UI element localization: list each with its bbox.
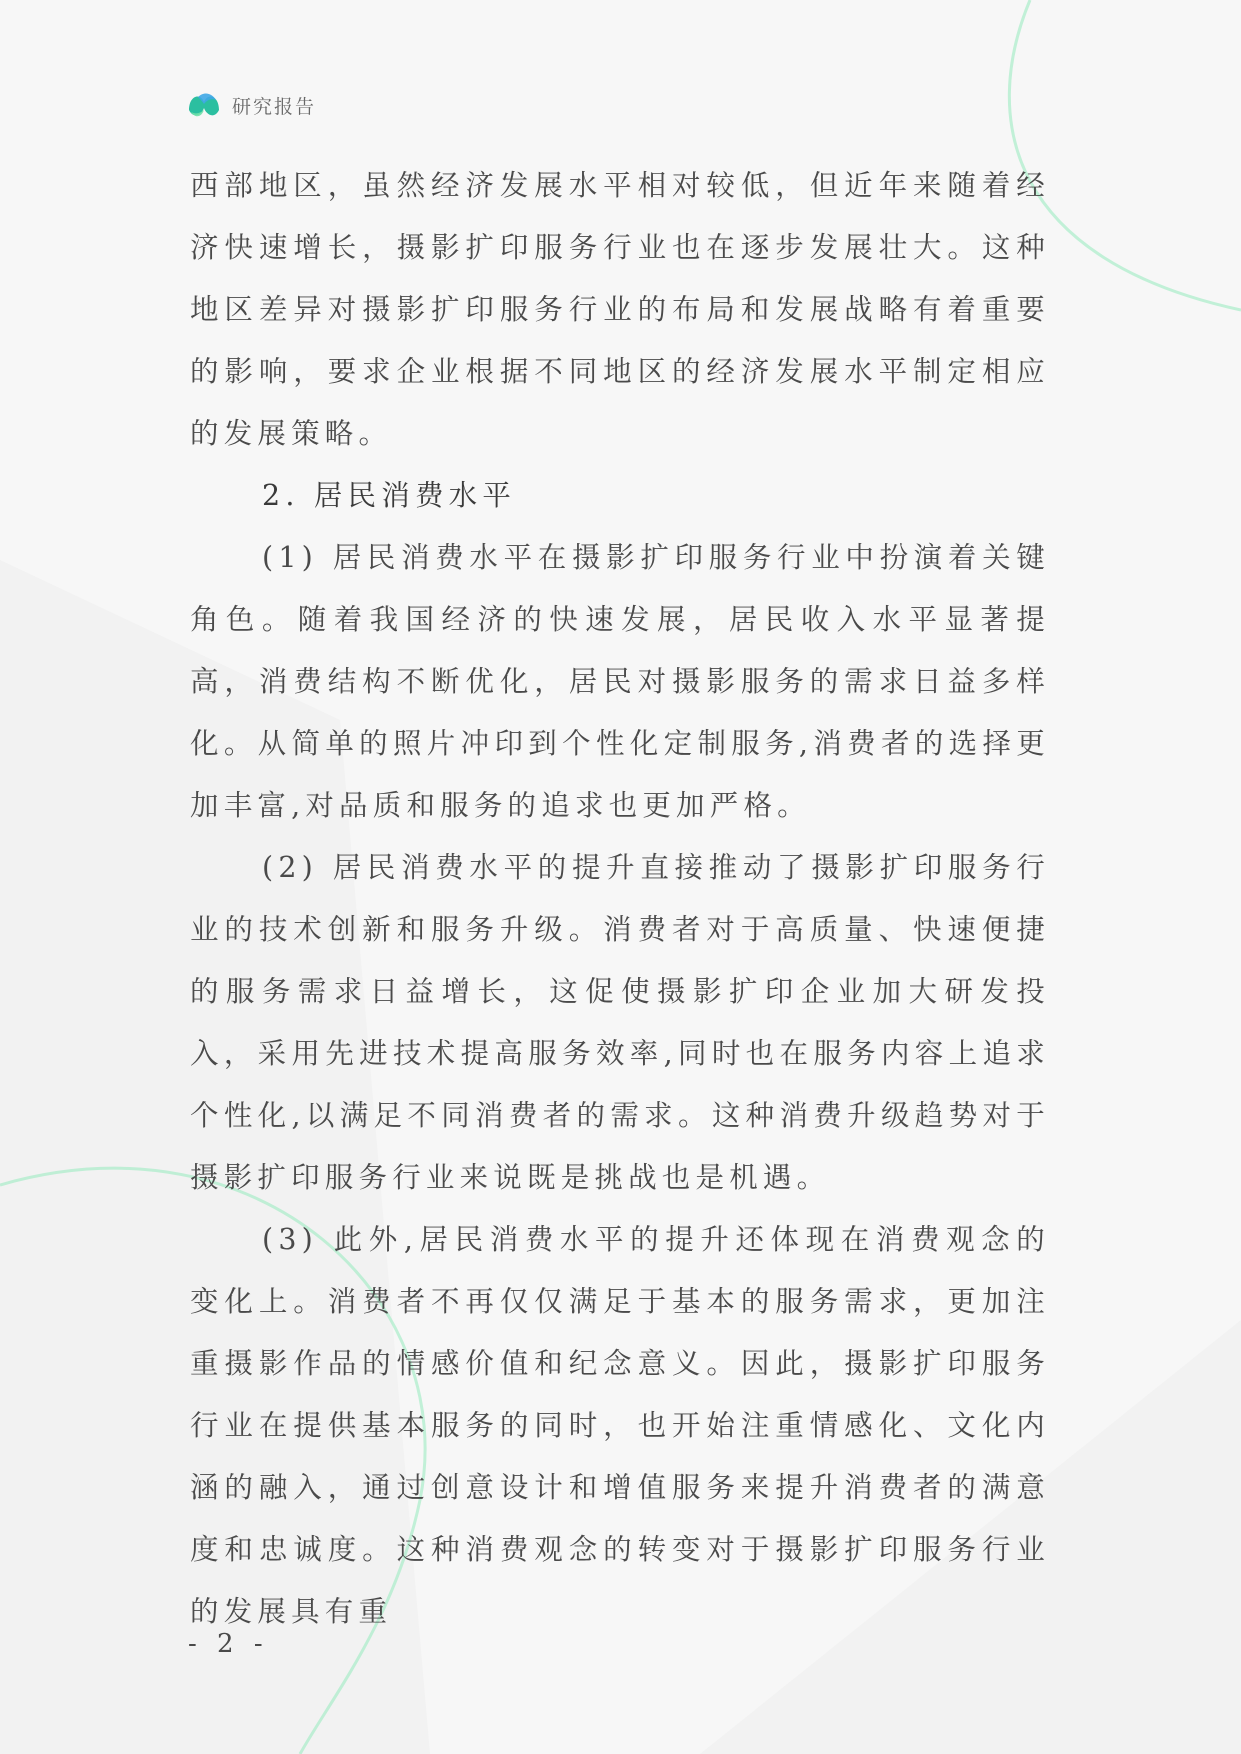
paragraph: (3) 此外,居民消费水平的提升还体现在消费观念的变化上。消费者不再仅仅满足于基本的服务需求，更加注重摄影作品的情感价值和纪念意义。因此，摄影扩印服务行业在提供基本服务的同时，也开始注重情感化、文化内涵的融入，通过创意设计和增值服务来提升消费者的满意度和忠诚度。这种消费观念的转变对于摄影扩印服务行业的发展具有重 [190,1223,1050,1628]
paragraph: (2) 居民消费水平的提升直接推动了摄影扩印服务行业的技术创新和服务升级。消费者对于高质量、快速便捷的服务需求日益增长，这促使摄影扩印企业加大研发投入，采用先进技术提高服务效率,同时也在服务内容上追求个性化,以满足不同消费者的需求。这种消费升级趋势对于摄影扩印服务行业来说既是挑战也是机遇。 [190,851,1050,1194]
header-title: 研究报告 [232,95,317,118]
paragraph: (1) 居民消费水平在摄影扩印服务行业中扮演着关键角色。随着我国经济的快速发展，居民收入水平显著提高，消费结构不断优化，居民对摄影服务的需求日益多样化。从简单的照片冲印到个性化定制服务,消费者的选择更加丰富,对品质和服务的追求也更加严格。 [190,541,1050,822]
section-heading: 2. 居民消费水平 [262,479,517,512]
logo-icon [186,88,222,122]
paragraph-continued: 西部地区，虽然经济发展水平相对较低，但近年来随着经济快速增长，摄影扩印服务行业也在逐步发展壮大。这种地区差异对摄影扩印服务行业的布局和发展战略有着重要的影响，要求企业根据不同地区的经济发展水平制定相应的发展策略。 [190,169,1050,450]
document-body [190,155,1050,1643]
page-header [186,88,316,122]
page-number: - 2 - [188,1629,269,1659]
